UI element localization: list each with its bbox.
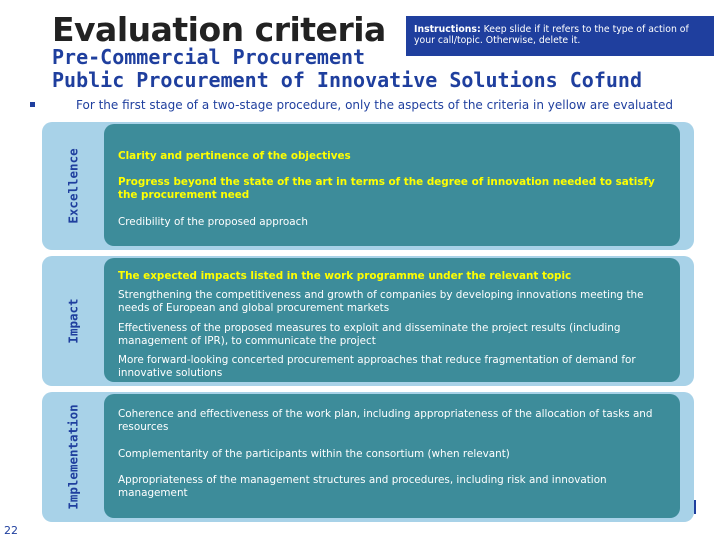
criterion-item: Progress beyond the state of the art in terms of the degree of innovation needed to satisfy the procurement need (118, 176, 655, 201)
criterion-item: Strengthening the competitiveness and growth of companies by developing innovations meeting the needs of European and global procurement markets (118, 289, 644, 314)
criterion-item: Effectiveness of the proposed measures to exploit and disseminate the project results (including management of IPR), to communicate the project (118, 322, 621, 347)
section-impact (42, 256, 694, 386)
criterion-item: Coherence and effectiveness of the work plan, including appropriateness of the allocation of tasks and resources (118, 408, 653, 433)
instructions-label: Instructions: (414, 24, 481, 35)
subtitle-line-2: Public Procurement of Innovative Solutions Cofund (52, 68, 643, 92)
subtitle-line-1: Pre-Commercial Procurement (52, 45, 366, 69)
criterion-item: Complementarity of the participants within the consortium (when relevant) (118, 448, 510, 460)
criterion-item: Clarity and pertinence of the objectives (118, 150, 351, 162)
criteria-box-implementation (104, 394, 680, 518)
section-implementation (42, 392, 694, 522)
instructions-text: Keep slide if it refers to the type of action of your call/topic. Otherwise, delete it. (414, 24, 689, 46)
page-number: 22 (4, 524, 18, 537)
section-label-implementation: Implementation (65, 404, 81, 510)
section-label-impact: Impact (65, 298, 81, 344)
criterion-item: Appropriateness of the management structures and procedures, including risk and innovation management (118, 474, 607, 499)
criterion-item: More forward-looking concerted procurement approaches that reduce fragmentation of demand for innovative solutions (118, 354, 636, 379)
criteria-box-impact (104, 258, 680, 382)
criterion-item: Credibility of the proposed approach (118, 216, 308, 228)
corner-mark (688, 500, 696, 514)
bullet-square-icon (30, 102, 35, 107)
slide-subtitle (52, 46, 642, 92)
bullet-text: For the first stage of a two-stage procedure, only the aspects of the criteria in yellow are evaluated (76, 98, 673, 112)
section-label-excellence: Excellence (65, 148, 81, 224)
criterion-item: The expected impacts listed in the work programme under the relevant topic (118, 270, 572, 282)
criteria-box-excellence (104, 124, 680, 246)
slide-title: Evaluation criteria (52, 10, 386, 49)
section-excellence (42, 122, 694, 250)
